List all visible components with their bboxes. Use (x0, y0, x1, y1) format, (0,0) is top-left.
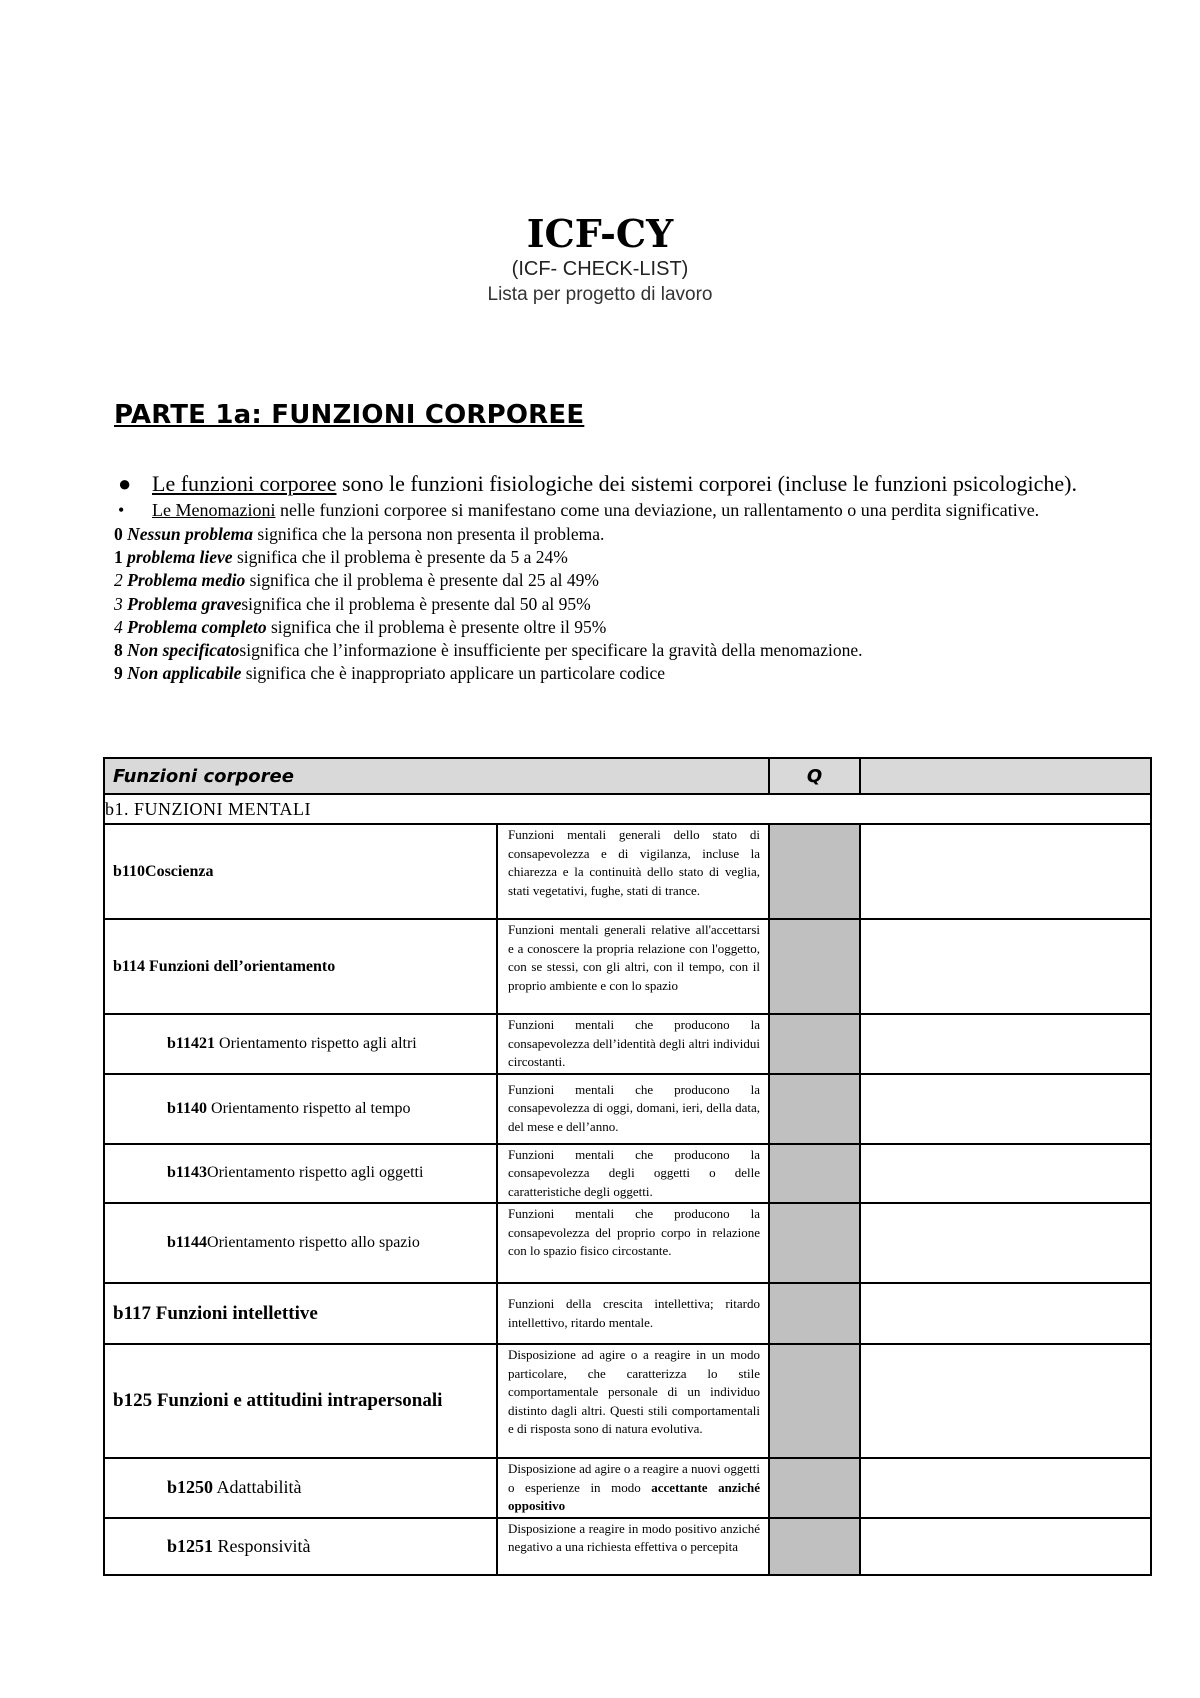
function-name (104, 1014, 497, 1074)
function-description: Disposizione ad agire o a reagire in un modo particolare, che caratterizza lo stile comportamentale personale di un individuo distinto dagli altri. Questi stili comportamentali e di risposta sono di natura evolutiva. (497, 1344, 769, 1458)
scale-line (114, 593, 1094, 616)
notes-cell[interactable] (860, 919, 1151, 1014)
function-label: Orientamento rispetto agli oggetti (207, 1164, 424, 1182)
header-functions: Funzioni corporee (104, 758, 769, 794)
scale-term: Non specificato (127, 640, 240, 661)
scale-line (114, 662, 1094, 685)
function-code: b1251 (167, 1535, 214, 1556)
intro-section (114, 470, 1094, 685)
scale-code: 9 (114, 663, 123, 684)
function-name (104, 1144, 497, 1204)
section-row (104, 794, 1151, 824)
qualifier-cell[interactable] (769, 1344, 860, 1458)
table-row (104, 1283, 1151, 1344)
function-description (497, 1458, 769, 1518)
function-name (104, 824, 497, 919)
table-row (104, 1458, 1151, 1518)
function-description: Funzioni mentali generali relative all'accettarsi e a conoscere la propria relazione con l'oggetto, con se stessi, con gli altri, con il tempo, con il proprio ambiente e con lo spazio (497, 919, 769, 1014)
table-row (104, 1518, 1151, 1575)
functions-table (103, 757, 1152, 1576)
bullet-body-functions (114, 470, 1094, 497)
function-description: Funzioni mentali che producono la consapevolezza degli oggetti o delle caratteristiche degli oggetti. (497, 1144, 769, 1204)
function-name (104, 1518, 497, 1575)
scale-code: 8 (114, 640, 123, 661)
scale-term: Nessun problema (127, 524, 254, 544)
function-code: b125 (113, 1390, 153, 1411)
function-code: b110 (113, 862, 146, 880)
function-code: b117 (113, 1302, 152, 1324)
qualifier-cell[interactable] (769, 1518, 860, 1575)
table-row (104, 1074, 1151, 1144)
table-row (104, 1014, 1151, 1074)
scale-term: Non applicabile (127, 663, 242, 684)
function-label: Responsività (213, 1535, 311, 1556)
scale-text: significa che il problema è presente da 5 a 24% (232, 547, 568, 568)
table-row (104, 1203, 1151, 1283)
qualifier-cell[interactable] (769, 919, 860, 1014)
scale-text: significa che la persona non presenta il problema. (253, 524, 605, 544)
notes-cell[interactable] (860, 824, 1151, 919)
function-label: Orientamento rispetto agli altri (215, 1034, 417, 1052)
notes-cell[interactable] (860, 1014, 1151, 1074)
qualifier-cell[interactable] (769, 1144, 860, 1204)
function-label: Orientamento rispetto allo spazio (207, 1234, 420, 1251)
scale-line (114, 569, 1094, 592)
description-text: Disposizione ad agire o a reagire a nuovi oggetti o esperienze in modo (508, 1461, 760, 1495)
function-label: Funzioni e attitudini intrapersonali (152, 1390, 443, 1411)
table-row (104, 1144, 1151, 1204)
function-code: b1144 (167, 1234, 208, 1251)
function-name (104, 1283, 497, 1344)
scale-term: problema lieve (127, 547, 233, 568)
scale-term: Problema medio (127, 570, 246, 591)
scale-code: 4 (114, 616, 123, 637)
qualifier-cell[interactable] (769, 1014, 860, 1074)
bullet-term: Le Menomazioni (152, 500, 276, 520)
function-code: b1250 (167, 1477, 214, 1498)
function-name (104, 919, 497, 1014)
function-label: Orientamento rispetto al tempo (207, 1099, 411, 1117)
document-header (0, 212, 1200, 307)
table-header (104, 758, 1151, 794)
notes-cell[interactable] (860, 1074, 1151, 1144)
function-name (104, 1203, 497, 1283)
function-code: b114 (113, 957, 146, 975)
function-description: Funzioni mentali che producono la consapevolezza dell’identità degli altri individui circostanti. (497, 1014, 769, 1074)
scale-code: 3 (114, 593, 123, 614)
function-name (104, 1074, 497, 1144)
function-code: b1140 (167, 1099, 208, 1117)
bullet-text: sono le funzioni fisiologiche dei sistemi corporei (incluse le funzioni psicologiche). (336, 471, 1077, 496)
scale-text: significa che il problema è presente dal 25 al 49% (245, 570, 599, 591)
scale-text: significa che l’informazione è insufficiente per specificare la gravità della menomazione. (239, 640, 863, 661)
qualifier-cell[interactable] (769, 1283, 860, 1344)
scale-text: significa che è inappropriato applicare un particolare codice (241, 663, 666, 684)
function-description: Funzioni mentali generali dello stato di consapevolezza e di vigilanza, incluse la chiarezza e la continuità dello stato di veglia, stati vegetativi, fughe, stati di trance. (497, 824, 769, 919)
bullet-icon: • (118, 500, 125, 520)
function-description: Funzioni mentali che producono la consapevolezza di oggi, domani, ieri, della data, del mese e dell’anno. (497, 1074, 769, 1144)
scale-term: Problema grave (127, 593, 242, 614)
notes-cell[interactable] (860, 1203, 1151, 1283)
qualifier-cell[interactable] (769, 824, 860, 919)
function-description: Disposizione a reagire in modo positivo anziché negativo a una richiesta effettiva o percepita (497, 1518, 769, 1575)
notes-cell[interactable] (860, 1344, 1151, 1458)
document-subtitle-2: Lista per progetto di lavoro (487, 284, 713, 305)
scale-term: Problema completo (127, 616, 267, 637)
description-emphasis: accettante anziché oppositivo (508, 1479, 760, 1513)
section-title: b1. FUNZIONI MENTALI (104, 794, 1151, 824)
document-subtitle: (ICF- CHECK-LIST) (511, 258, 689, 280)
header-notes (860, 758, 1151, 794)
function-name (104, 1344, 497, 1458)
bullet-impairments (114, 499, 1094, 521)
scale-line (114, 616, 1094, 639)
document-title: ICF-CY (526, 211, 674, 256)
notes-cell[interactable] (860, 1458, 1151, 1518)
table-row (104, 919, 1151, 1014)
notes-cell[interactable] (860, 1518, 1151, 1575)
bullet-icon: ● (118, 471, 132, 496)
function-label: Funzioni dell’orientamento (145, 957, 336, 975)
scale-code: 1 (114, 547, 123, 568)
table-row (104, 1344, 1151, 1458)
function-code: b11421 (167, 1034, 216, 1052)
qualifier-cell[interactable] (769, 1074, 860, 1144)
table-row (104, 824, 1151, 919)
scale-code: 2 (114, 570, 123, 591)
scale-code: 0 (114, 524, 123, 544)
function-description: Funzioni mentali che producono la consapevolezza del proprio corpo in relazione con lo spazio fisico circostante. (497, 1203, 769, 1283)
notes-cell[interactable] (860, 1144, 1151, 1204)
scale-line (114, 523, 1094, 546)
function-name (104, 1458, 497, 1518)
function-label: Adattabilità (213, 1477, 302, 1498)
notes-cell[interactable] (860, 1283, 1151, 1344)
scale-line (114, 546, 1094, 569)
function-label: Funzioni intellettive (151, 1302, 318, 1324)
scale-text: significa che il problema è presente dal 50 al 95% (241, 593, 591, 614)
severity-scale (114, 523, 1094, 685)
part-heading: PARTE 1a: FUNZIONI CORPOREE (114, 400, 585, 430)
bullet-text: nelle funzioni corporee si manifestano come una deviazione, un rallentamento o una perdita significative. (275, 500, 1040, 520)
function-label: Coscienza (145, 862, 214, 880)
function-code: b1143 (167, 1164, 208, 1182)
scale-text: significa che il problema è presente oltre il 95% (266, 616, 607, 637)
header-q: Q (769, 758, 860, 794)
scale-line (114, 639, 1094, 662)
qualifier-cell[interactable] (769, 1203, 860, 1283)
bullet-term: Le funzioni corporee (152, 471, 337, 496)
function-description: Funzioni della crescita intellettiva; ritardo intellettivo, ritardo mentale. (497, 1283, 769, 1344)
qualifier-cell[interactable] (769, 1458, 860, 1518)
